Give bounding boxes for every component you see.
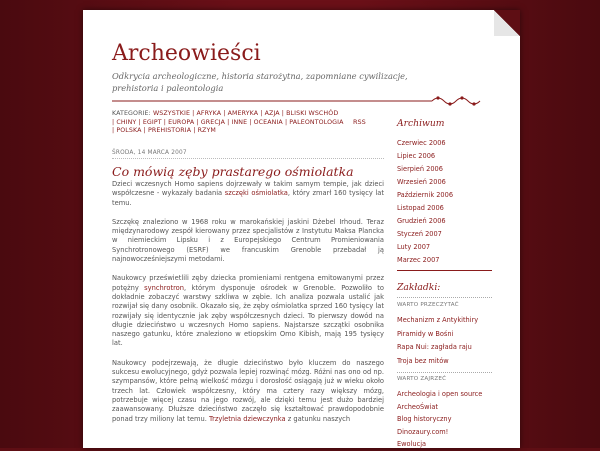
post-date: ŚRODA, 14 MARCA 2007 <box>112 150 187 156</box>
archive-title: Archiwum <box>397 118 445 129</box>
post-title[interactable]: Co mówią zęby prastarego ośmiolatka <box>112 164 354 179</box>
post-paragraph-2: Szczękę znaleziono w 1968 roku w marokańskiej jaskini Dżebel Irhoud. Teraz międzynarodowy zespół kierowany przez specjalistów z Instytutu Maksa Plancka w niemieckim Lipsku i z Europejskiego Centrum Promieniowania Synchrotronowego (ESRF) we francuskim Grenoble przebadał ją najnowocześniejszymi metodami. <box>112 217 384 264</box>
text: z gatunku naszych <box>285 414 351 423</box>
text: , który zmarł 160 tysięcy lat temu. <box>112 189 385 207</box>
visit-divider <box>397 372 492 373</box>
blog-title[interactable]: Archeowieści <box>112 41 261 66</box>
category-azja[interactable]: AZJA <box>264 110 280 117</box>
archive-item[interactable]: Grudzień 2006 <box>397 217 446 225</box>
archive-item[interactable]: Lipiec 2006 <box>397 152 436 160</box>
archive-widget <box>397 118 497 267</box>
category-label: KATEGORIE: <box>112 110 151 117</box>
archive-item[interactable]: Październik 2006 <box>397 191 454 199</box>
category-rzym[interactable]: RZYM <box>197 127 216 134</box>
category-ameryka[interactable]: AMERYKA <box>227 110 259 117</box>
blog-subtitle: Odkrycia archeologiczne, historia starożytna, zapomniane cywilizacje, prehistoria i paleontologia <box>112 71 408 93</box>
bookmark-link[interactable]: Piramidy w Bośni <box>397 329 454 338</box>
archive-item[interactable]: Wrzesień 2006 <box>397 178 446 186</box>
category-afryka[interactable]: AFRYKA <box>196 110 222 117</box>
bookmark-link[interactable]: Ewolucja <box>397 440 427 448</box>
archive-item[interactable]: Czerwiec 2006 <box>397 139 446 147</box>
archive-item[interactable]: Listopad 2006 <box>397 204 444 212</box>
post-link-synchrotron[interactable]: synchrotron <box>144 283 185 292</box>
bookmarks-title: Zakładki: <box>397 282 441 293</box>
read-list <box>397 314 478 368</box>
category-grecja[interactable]: GRECJA <box>200 118 226 126</box>
category-polska[interactable]: POLSKA <box>116 127 142 134</box>
archive-divider <box>397 270 492 271</box>
post-body <box>112 180 384 434</box>
bookmarks-divider <box>397 297 492 298</box>
category-bliski-wschod[interactable]: BLISKI WSCHÓD <box>286 110 339 117</box>
bookmarks-widget <box>397 282 497 293</box>
page-corner-fold <box>494 10 520 36</box>
post-paragraph-1 <box>112 180 384 208</box>
ornament-divider <box>112 96 492 106</box>
category-inne[interactable]: INNE <box>231 118 248 126</box>
category-paleontologia[interactable]: PALEONTOLOGIA <box>289 118 344 126</box>
text: Naukowcy podejrzewają, że długie dzieciństwo było kluczem do naszego sukcesu ewolucyjnego, gdyż pozwala lepiej rozwinąć mózg. Różni nas ono od np. szympansów, które pełną wielkość mózgu i dorosłość osiągają już w wieku około trzech lat. Człowiek współczesny, który ma cztery razy większy mózg, potrzebuje więcej czasu na jego rozwój, ale dzięki temu jest dużo bardziej zaawansowany. Dłuższe dzieciństwo zaczęło się kształtować prawdopodobnie ponad trzy miliony lat temu. <box>112 358 384 423</box>
bookmark-link[interactable]: ArcheoŚwiat <box>397 402 439 411</box>
rss-link[interactable]: RSS <box>353 118 366 126</box>
archive-item[interactable]: Sierpień 2006 <box>397 165 443 173</box>
post-link-girl[interactable]: Trzyletnia dziewczynka <box>208 414 286 423</box>
text: Dzieci wczesnych Homo sapiens dojrzewały w takim samym tempie, jak dzieci współczesne - wykazały badania <box>112 180 384 198</box>
category-europa[interactable]: EUROPA <box>168 118 195 126</box>
post-paragraph-4 <box>112 359 384 424</box>
category-egipt[interactable]: EGIPT <box>142 118 162 126</box>
post-link-jaw[interactable]: szczęki ośmiolatka <box>224 189 288 198</box>
archive-item[interactable]: Luty 2007 <box>397 243 431 251</box>
visit-list <box>397 388 482 451</box>
text: , którym dysponuje ośrodek w Grenoble. Pozwoliło to dokładnie zobaczyć warstwy szkliwa w zębie. Ich analiza pozwala ustalić jak rozwijał się dany osobnik. Okazało się, że zęby ośmiolatka sprzed 160 tysięcy lat rozwijały się identycznie jak zęby współczesnych dzieci. To pierwszy dowód na długie dzieciństwo u wczesnych Homo sapiens. Najstarsze szczątki osobnika naszego gatunku, które znaleziono w etiopskim Omo Kibish, mają 195 tysięcy lat. <box>112 283 385 348</box>
visit-label: WARTO ZAJRZEĆ <box>397 376 447 382</box>
bookmark-link[interactable]: Blog historyczny <box>397 415 452 423</box>
category-nav: KATEGORIE: WSZYSTKIE | AFRYKA | AMERYKA | AZJA | BLISKI WSCHÓD | CHINY | EGIPT | EUROPA | GRECJA | INNE | OCEANIA | PALEONTOLOGIA | POLSKA | PREHISTORIA | RZYM <box>112 110 344 134</box>
bookmark-link[interactable]: Troja bez mitów <box>397 356 449 365</box>
bookmark-link[interactable]: Mechanizm z Antykithiry <box>397 316 479 324</box>
read-label: WARTO PRZECZYTAĆ <box>397 302 459 308</box>
category-oceania[interactable]: OCEANIA <box>253 118 283 126</box>
archive-item[interactable]: Styczeń 2007 <box>397 230 442 238</box>
category-chiny[interactable]: CHINY <box>116 118 137 126</box>
bookmark-link[interactable]: Rapa Nui: zagłada raju <box>397 343 472 351</box>
bookmark-link[interactable]: Dinozaury.com! <box>397 427 449 436</box>
category-all[interactable]: WSZYSTKIE <box>152 110 191 117</box>
date-divider <box>112 158 384 159</box>
bookmark-link[interactable]: Archeologia i open source <box>397 390 483 398</box>
category-prehistoria[interactable]: PREHISTORIA <box>147 127 192 134</box>
archive-item[interactable]: Marzec 2007 <box>397 256 440 264</box>
post-paragraph-3 <box>112 274 384 348</box>
text: Naukowcy prześwietlili zęby dziecka promieniami rentgena emitowanymi przez potężny <box>112 274 384 292</box>
